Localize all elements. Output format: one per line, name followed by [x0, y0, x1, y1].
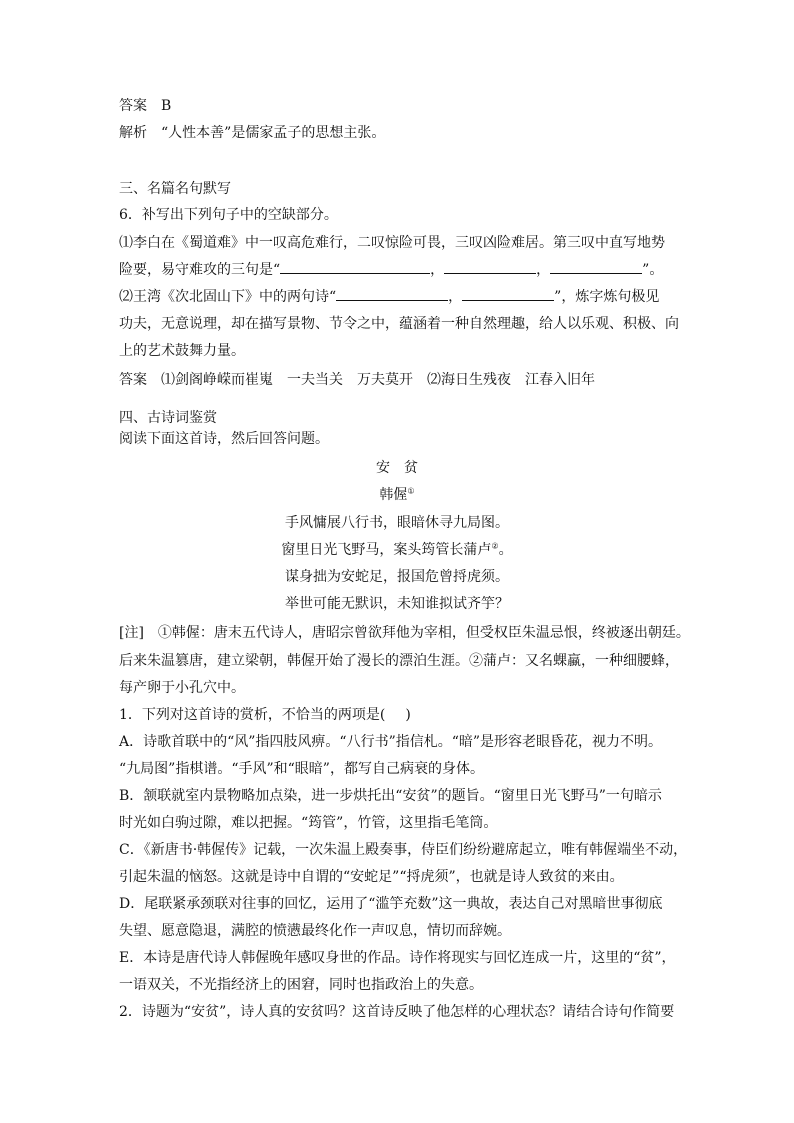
- note-mark-1: ①: [407, 486, 415, 496]
- section4-heading: 四、古诗词鉴赏: [119, 410, 217, 426]
- q6-2-line3: 上的艺术鼓舞力量。: [119, 343, 245, 359]
- poem-title: 安 贫: [376, 460, 418, 476]
- section3-heading: 三、名篇名句默写: [119, 181, 231, 197]
- q6-1-line2: [119, 261, 663, 279]
- comma-1: ，: [430, 262, 445, 278]
- q6-title: 6．补写出下列句子中的空缺部分。: [119, 207, 338, 223]
- answer-value: B: [161, 98, 172, 114]
- blank-input-4[interactable]: [336, 288, 448, 301]
- analysis-line: [119, 124, 385, 142]
- analysis-label: 解析: [119, 125, 147, 141]
- comma-2: ，: [536, 262, 551, 278]
- option-d-line2: 失望、愿意隐退，满腔的愤懑最终化作一声叹息，情切而辞婉。: [119, 923, 511, 939]
- quote-end: ”。: [642, 262, 664, 278]
- poem-line-3: 谋身拙为安蛇足，报国危曾捋虎须。: [285, 569, 509, 585]
- q6-1-line2-text: 险要，易守难攻的三句是“: [119, 262, 281, 278]
- option-c-line2: 引起朱温的恼怒。这就是诗中自谓的“安蛇足”“捋虎须”，也就是诗人致贫的来由。: [119, 869, 624, 885]
- note-mark-2: ②: [491, 541, 499, 551]
- blank-input-3[interactable]: [550, 261, 642, 274]
- option-b-line2: 时光如白驹过隙，难以把握。“筠管”，竹管，这里指毛笔筒。: [119, 815, 498, 831]
- note-line-2: 后来朱温篡唐，建立梁朝，韩偓开始了漫长的漂泊生涯。②蒲卢：又名蜾蠃，一种细腰蜂，: [119, 653, 679, 669]
- instruction: 阅读下面这首诗，然后回答问题。: [119, 431, 329, 447]
- option-a-line1: A．诗歌首联中的“风”指四肢风痹。“八行书”指信札。“暗”是形容老眼昏花，视力不明。: [119, 734, 663, 750]
- q1-close: ): [405, 707, 411, 723]
- option-e-line1: E．本诗是唐代诗人韩偓晚年感叹身世的作品。诗作将现实与回忆连成一片，这里的“贫”，: [119, 950, 676, 966]
- poem-line-4: 举世可能无默识，未知谁拟试齐竽？: [285, 596, 509, 612]
- poem-line-2: [0, 541, 794, 559]
- analysis-text: “人性本善”是儒家孟子的思想主张。: [161, 125, 386, 141]
- q6-2-post: ”，炼字炼句极见: [554, 289, 660, 305]
- answer-line: [119, 97, 171, 115]
- q6-answer-text: ⑴剑阁峥嵘而崔嵬 一夫当关 万夫莫开 ⑵海日生残夜 江春入旧年: [161, 372, 595, 388]
- q6-answer-label: 答案: [119, 372, 147, 388]
- q6-answer: [119, 371, 595, 389]
- poem-line-2-end: 。: [498, 542, 513, 558]
- comma-3: ，: [448, 289, 463, 305]
- blank-input-1[interactable]: [280, 261, 430, 274]
- option-d-line1: D．尾联紧承颈联对往事的回忆，运用了“滥竽充数”这一典故，表达自己对黑暗世事彻底: [119, 896, 663, 912]
- q6-2-line1: [119, 288, 659, 306]
- poem-line-2-text: 窗里日光飞野马，案头筠管长蒲卢: [281, 542, 492, 558]
- note-line-3: 每产卵于小孔穴中。: [119, 680, 245, 696]
- option-b-line1: B．颔联就室内景物略加点染，进一步烘托出“安贫”的题旨。“窗里日光飞野马”一句暗示: [119, 788, 662, 804]
- q6-2-line2: 功夫，无意说理，却在描写景物、节令之中，蕴涵着一种自然理趣，给人以乐观、积极、向: [119, 316, 679, 332]
- q1-text: 1．下列对这首诗的赏析，不恰当的两项是(: [119, 707, 386, 723]
- answer-label: 答案: [119, 98, 147, 114]
- option-c-line1: C．《新唐书·韩偓传》记载，一次朱温上殿奏事，侍臣们纷纷避席起立，唯有韩偓端坐不动，: [119, 842, 688, 858]
- poem-author: [0, 486, 794, 504]
- option-a-line2: “九局图”指棋谱。“手风”和“眼暗”，都写自己病衰的身体。: [119, 761, 484, 777]
- q2-stem: 2．诗题为“安贫”，诗人真的安贫吗？这首诗反映了他怎样的心理状态？请结合诗句作简要: [119, 1004, 675, 1020]
- q6-1-line1: ⑴李白在《蜀道难》中一叹高危难行，二叹惊险可畏，三叹凶险难居。第三叹中直写地势: [119, 235, 665, 251]
- q1-stem: [119, 706, 411, 724]
- note-line-1: [注] ①韩偓：唐末五代诗人，唐昭宗曾欲拜他为宰相，但受权臣朱温忌恨，终被逐出朝廷。: [119, 625, 690, 641]
- poem-line-1: 手风慵展八行书，眼暗休寻九局图。: [285, 515, 509, 531]
- blank-input-5[interactable]: [462, 288, 554, 301]
- blank-input-2[interactable]: [444, 261, 536, 274]
- author-name: 韩偓: [379, 487, 408, 503]
- option-e-line2: 一语双关，不光指经济上的困窘，同时也指政治上的失意。: [119, 977, 483, 993]
- q6-2-pre: ⑵王湾《次北固山下》中的两句诗“: [119, 289, 337, 305]
